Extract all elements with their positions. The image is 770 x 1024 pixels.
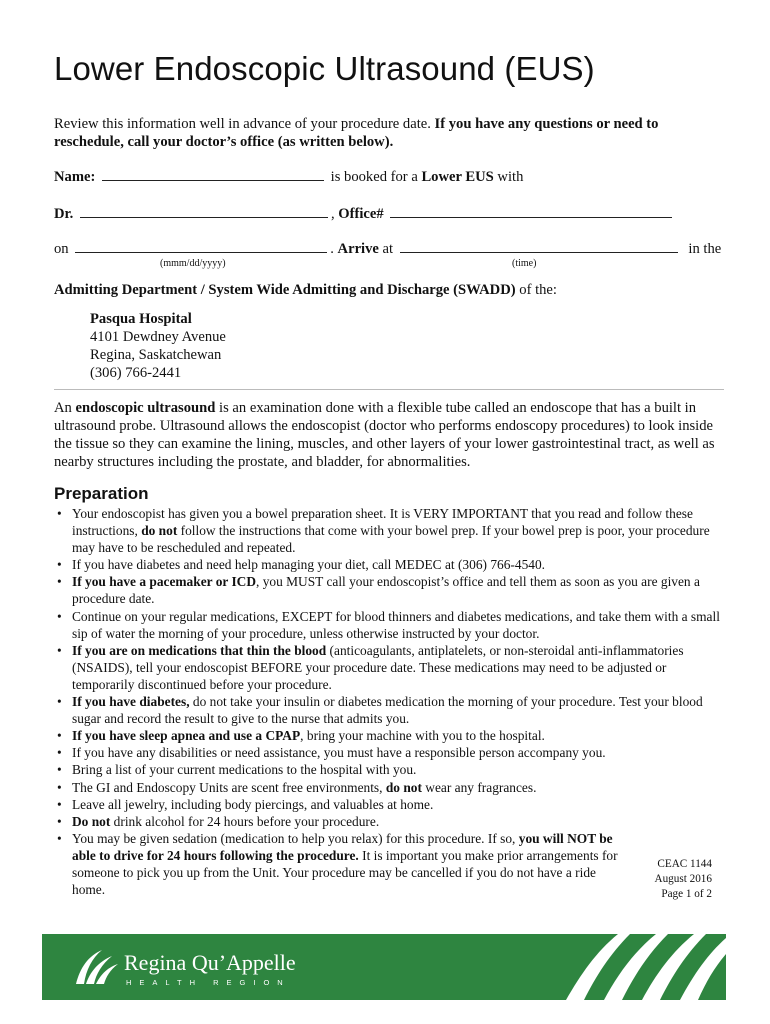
- list-item: • Leave all jewelry, including body piercings, and valuables at home.: [54, 796, 722, 813]
- arrival-time-field[interactable]: [400, 240, 678, 253]
- time-hint: (time): [512, 258, 537, 269]
- list-item: • If you have a pacemaker or ICD, you MUST call your endoscopist’s office and tell them as soon as you are given a procedure date.: [54, 573, 722, 607]
- list-item: • Do not drink alcohol for 24 hours before your procedure.: [54, 813, 722, 830]
- doctor-field[interactable]: [80, 205, 328, 218]
- list-item: • If you have any disabilities or need assistance, you must have a responsible person accompany you.: [54, 744, 722, 761]
- date-format-hint: (mmm/dd/yyyy): [160, 258, 226, 269]
- office-number-field[interactable]: [390, 205, 672, 218]
- list-item: • If you are on medications that thin the blood (anticoagulants, antiplatelets, or non-steroidal anti-inflammatories (NSAIDS), tell your endoscopist BEFORE your procedure date. These medications may need to be adjusted or temporarily discontinued before your procedure.: [54, 642, 722, 693]
- document-code: CEAC 1144 August 2016 Page 1 of 2: [654, 858, 712, 900]
- list-item: • If you have sleep apnea and use a CPAP, bring your machine with you to the hospital.: [54, 727, 722, 744]
- list-item: • If you have diabetes and need help managing your diet, call MEDEC at (306) 766-4540.: [54, 556, 722, 573]
- arrive-label: Arrive: [337, 241, 379, 257]
- section-divider: [54, 389, 724, 390]
- hospital-name: Pasqua Hospital: [90, 311, 192, 327]
- preparation-heading: Preparation: [54, 484, 149, 503]
- intro-paragraph: Review this information well in advance of your procedure date. If you have any questions or need to reschedule, call your doctor’s office (as written below).: [54, 116, 659, 150]
- doctor-row: Dr. , Office#: [54, 205, 675, 223]
- name-field[interactable]: [102, 168, 324, 181]
- decorative-stripes-icon: [526, 934, 726, 1000]
- hospital-phone: (306) 766-2441: [90, 365, 182, 381]
- list-item: • If you have diabetes, do not take your insulin or diabetes medication the morning of your procedure. Test your blood sugar and record the result to give to the nurse that admits you.: [54, 693, 722, 727]
- hospital-city: Regina, Saskatchewan: [90, 347, 222, 363]
- hospital-street: 4101 Dewdney Avenue: [90, 329, 226, 345]
- date-field[interactable]: [75, 240, 327, 253]
- logo-name: Regina Qu’Appelle: [124, 950, 296, 975]
- list-item: • Your endoscopist has given you a bowel preparation sheet. It is VERY IMPORTANT that you read and follow these instructions, do not follow the instructions that come with your bowel prep. If your bowel prep is poor, your procedure may have to be rescheduled and repeated.: [54, 505, 722, 556]
- list-item: • You may be given sedation (medication to help you relax) for this procedure. If so, you will NOT be able to drive for 24 hours following the procedure. It is important you make prior arrangements for someone to pick you up from the Unit. Your procedure may be cancelled if you do not have a ride home.: [54, 830, 632, 898]
- doctor-label: Dr.: [54, 206, 74, 222]
- footer-banner: [42, 934, 726, 1000]
- list-item: • The GI and Endoscopy Units are scent free environments, do not wear any fragrances.: [54, 779, 722, 796]
- date-row: on . Arrive at in the: [54, 241, 722, 257]
- regina-logo-icon: [72, 944, 120, 990]
- admitting-line: Admitting Department / System Wide Admitting and Discharge (SWADD) of the:: [54, 282, 557, 298]
- list-item: • Continue on your regular medications, EXCEPT for blood thinners and diabetes medications, and take them with a small sip of water the morning of your procedure, unless otherwise instructed by your doctor.: [54, 608, 722, 642]
- office-label: Office#: [338, 206, 384, 222]
- hospital-address: [90, 310, 226, 382]
- list-item: • Bring a list of your current medications to the hospital with you.: [54, 761, 722, 778]
- logo-subtitle: HEALTH REGION: [126, 978, 291, 987]
- page-title: Lower Endoscopic Ultrasound (EUS): [54, 50, 595, 87]
- preparation-list: [54, 505, 722, 898]
- description-paragraph: An endoscopic ultrasound is an examination done with a flexible tube called an endoscope that has a built in ultrasound probe. Ultrasound allows the endoscopist (doctor who performs endoscopy procedures) to look inside the tissue so they can examine the lining, muscles, and other layers of your lower gastrointestinal tract, as well as nearby structures including the prostate, and bladder, for abnormalities.: [54, 400, 715, 470]
- name-label: Name:: [54, 169, 96, 185]
- name-row: Name: is booked for a Lower EUS with: [54, 169, 524, 185]
